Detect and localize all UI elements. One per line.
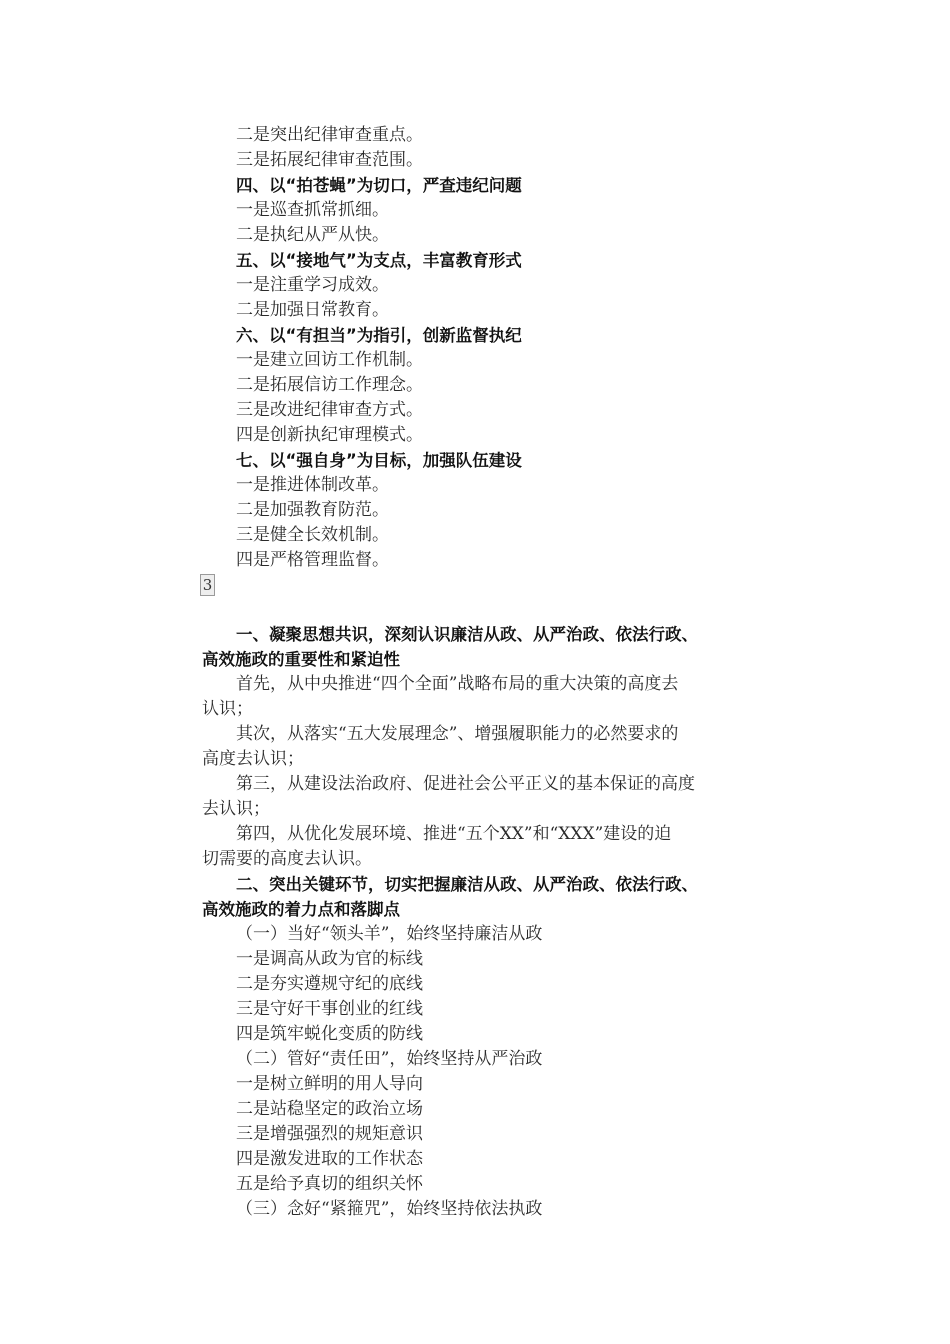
text-line: 二是夯实遵规守纪的底线	[236, 974, 423, 994]
text-line: 一是树立鲜明的用人导向	[236, 1074, 423, 1094]
text-line: 四是严格管理监督。	[236, 550, 389, 570]
text-line: （三）念好“紧箍咒”，始终坚持依法执政	[236, 1199, 543, 1219]
heading-line: 五、以“接地气”为支点，丰富教育形式	[236, 251, 522, 270]
text-line: 切需要的高度去认识。	[202, 849, 372, 869]
text-line: 四是筑牢蜕化变质的防线	[236, 1024, 423, 1044]
text-line: 去认识；	[202, 799, 270, 819]
heading-line: 一、凝聚思想共识，深刻认识廉洁从政、从严治政、依法行政、	[236, 625, 698, 644]
text-line: 五是给予真切的组织关怀	[236, 1174, 423, 1194]
text-line: 第三，从建设法治政府、促进社会公平正义的基本保证的高度	[236, 774, 695, 794]
heading-line: 四、以“拍苍蝇”为切口，严查违纪问题	[236, 176, 522, 195]
page-number-marker: 3	[200, 574, 215, 596]
text-line: 一是注重学习成效。	[236, 275, 389, 295]
heading-line: 六、以“有担当”为指引，创新监督执纪	[236, 326, 522, 345]
heading-line: 高效施政的着力点和落脚点	[202, 900, 400, 919]
heading-line: 高效施政的重要性和紧迫性	[202, 650, 400, 669]
text-line: 四是激发进取的工作状态	[236, 1149, 423, 1169]
text-line: 一是建立回访工作机制。	[236, 350, 423, 370]
text-line: 第四，从优化发展环境、推进“五个XX”和“XXX”建设的迫	[236, 824, 672, 844]
text-line: （二）管好“责任田”，始终坚持从严治政	[236, 1049, 543, 1069]
text-line: 一是调高从政为官的标线	[236, 949, 423, 969]
text-line: 其次，从落实“五大发展理念”、增强履职能力的必然要求的	[236, 724, 679, 744]
text-line: 四是创新执纪审理模式。	[236, 425, 423, 445]
heading-line: 二、突出关键环节，切实把握廉洁从政、从严治政、依法行政、	[236, 875, 698, 894]
text-line: 三是改进纪律审查方式。	[236, 400, 423, 420]
text-line: 认识；	[202, 699, 253, 719]
text-line: 三是增强强烈的规矩意识	[236, 1124, 423, 1144]
text-line: 二是加强日常教育。	[236, 300, 389, 320]
text-line: 二是加强教育防范。	[236, 500, 389, 520]
text-line: 高度去认识；	[202, 749, 304, 769]
text-line: 三是拓展纪律审查范围。	[236, 150, 423, 170]
text-line: 首先，从中央推进“四个全面”战略布局的重大决策的高度去	[236, 674, 679, 694]
text-line: 三是守好干事创业的红线	[236, 999, 423, 1019]
text-line: 一是巡查抓常抓细。	[236, 200, 389, 220]
text-line: （一）当好“领头羊”，始终坚持廉洁从政	[236, 924, 543, 944]
text-line: 二是突出纪律审查重点。	[236, 125, 423, 145]
heading-line: 七、以“强自身”为目标，加强队伍建设	[236, 451, 522, 470]
text-line: 二是拓展信访工作理念。	[236, 375, 423, 395]
text-line: 二是站稳坚定的政治立场	[236, 1099, 423, 1119]
text-line: 二是执纪从严从快。	[236, 225, 389, 245]
text-line: 一是推进体制改革。	[236, 475, 389, 495]
text-line: 三是健全长效机制。	[236, 525, 389, 545]
